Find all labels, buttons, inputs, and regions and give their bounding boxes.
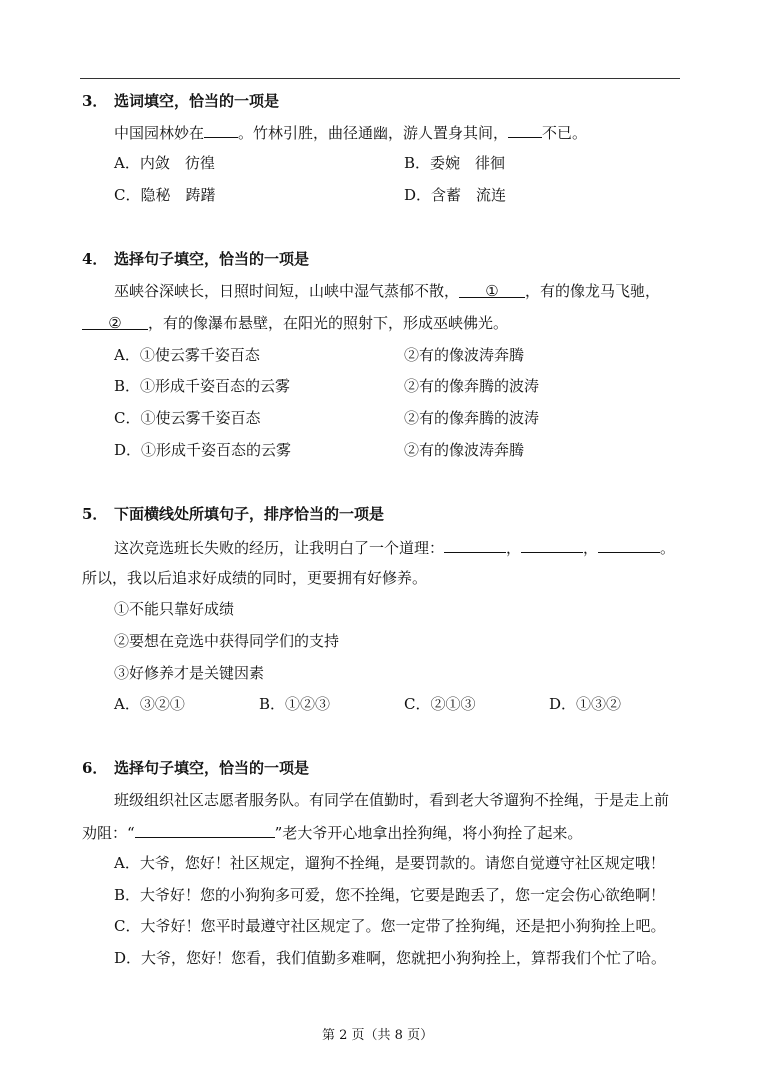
q3-option-c[interactable]: C．隐秘 踌躇 [114, 186, 216, 204]
q6-title: 选择句子填空，恰当的一项是 [114, 759, 310, 777]
q5-option-b[interactable]: B．①②③ [259, 695, 331, 713]
q4-option-b-left[interactable]: B．①形成千姿百态的云雾 [114, 377, 291, 395]
q4-option-d-right: ②有的像波涛奔腾 [404, 441, 525, 459]
q4-option-c-left[interactable]: C．①使云雾千姿百态 [114, 409, 261, 427]
q6-blank [135, 821, 275, 838]
q5-stem-line2: 所以，我以后追求好成绩的同时，更要拥有好修养。 [82, 569, 428, 587]
q3-title: 选词填空，恰当的一项是 [114, 92, 280, 110]
q6-option-a[interactable]: A．大爷，您好！社区规定，遛狗不拴绳，是要罚款的。请您自觉遵守社区规定哦！ [114, 854, 665, 872]
q4-blank-2: ② [82, 313, 148, 330]
q6-stem-line2 [82, 821, 582, 843]
q5-blank-1 [444, 536, 506, 553]
q3-stem-a: 中国园林妙在 [114, 124, 205, 142]
q5-stem-a: 这次竞选班长失败的经历，让我明白了一个道理： [114, 539, 445, 557]
q6-stem-b1: 劝阻：“ [82, 824, 135, 842]
q6-number: 6． [82, 759, 108, 777]
q5-option-a[interactable]: A．③②① [114, 695, 185, 713]
q4-option-a-left[interactable]: A．①使云雾千姿百态 [114, 346, 260, 364]
q4-option-a-right: ②有的像波涛奔腾 [404, 346, 525, 364]
q4-number: 4． [82, 250, 108, 268]
q3-stem-b: 。竹林引胜，曲径通幽，游人置身其间， [238, 124, 509, 142]
q4-title: 选择句子填空，恰当的一项是 [114, 250, 310, 268]
q5-stem-line1 [114, 536, 675, 558]
q5-item-1: ①不能只靠好成绩 [114, 600, 235, 618]
q5-blank-2 [521, 536, 583, 553]
q5-comma-1: ， [506, 539, 522, 557]
q6-option-d[interactable]: D．大爷，您好！您看，我们值勤多难啊，您就把小狗狗拴上，算帮我们个忙了哈。 [114, 949, 667, 967]
header-rule [80, 78, 680, 79]
q4-blank-1: ① [459, 281, 525, 298]
q3-number: 3． [82, 92, 108, 110]
q5-option-c[interactable]: C．②①③ [404, 695, 476, 713]
q5-item-3: ③好修养才是关键因素 [114, 664, 265, 682]
q3-option-d[interactable]: D．含蓄 流连 [404, 186, 507, 204]
q3-stem [114, 121, 587, 143]
q5-period: 。 [660, 539, 676, 557]
q6-option-b[interactable]: B．大爷好！您的小狗狗多可爱，您不拴绳，它要是跑丢了，您一定会伤心欲绝啊！ [114, 886, 666, 904]
q5-option-d[interactable]: D．①③② [549, 695, 622, 713]
q3-option-b[interactable]: B．委婉 徘徊 [404, 154, 506, 172]
q4-stem-line2 [82, 313, 508, 333]
q3-option-a[interactable]: A．内敛 彷徨 [114, 154, 215, 172]
q5-blank-3 [598, 536, 660, 553]
q5-item-2: ②要想在竞选中获得同学们的支持 [114, 632, 340, 650]
q4-option-b-right: ②有的像奔腾的波涛 [404, 377, 540, 395]
q3-blank-2 [508, 121, 542, 138]
page-footer: 第 2 页（共 8 页） [322, 1028, 434, 1043]
q4-stem-line1 [114, 281, 660, 301]
q4-stem-b: ，有的像龙马飞驰， [525, 282, 661, 300]
q3-stem-c: 不已。 [542, 124, 588, 142]
q6-stem-line1: 班级组织社区志愿者服务队。有同学在值勤时，看到老大爷遛狗不拴绳，于是走上前 [114, 791, 670, 809]
q6-stem-b2: ”老大爷开心地拿出拴狗绳，将小狗拴了起来。 [274, 824, 583, 842]
q4-stem-a: 巫峡谷深峡长，日照时间短，山峡中湿气蒸郁不散， [114, 282, 460, 300]
q4-option-c-right: ②有的像奔腾的波涛 [404, 409, 540, 427]
q5-title: 下面横线处所填句子，排序恰当的一项是 [114, 505, 385, 523]
q6-option-c[interactable]: C．大爷好！您平时最遵守社区规定了。您一定带了拴狗绳，还是把小狗狗拴上吧。 [114, 917, 666, 935]
q5-number: 5． [82, 505, 108, 523]
q4-stem-c: ，有的像瀑布悬壁，在阳光的照射下，形成巫峡佛光。 [148, 314, 509, 332]
q3-blank-1 [204, 121, 238, 138]
q5-comma-2: ， [583, 539, 599, 557]
q4-option-d-left[interactable]: D．①形成千姿百态的云雾 [114, 441, 292, 459]
